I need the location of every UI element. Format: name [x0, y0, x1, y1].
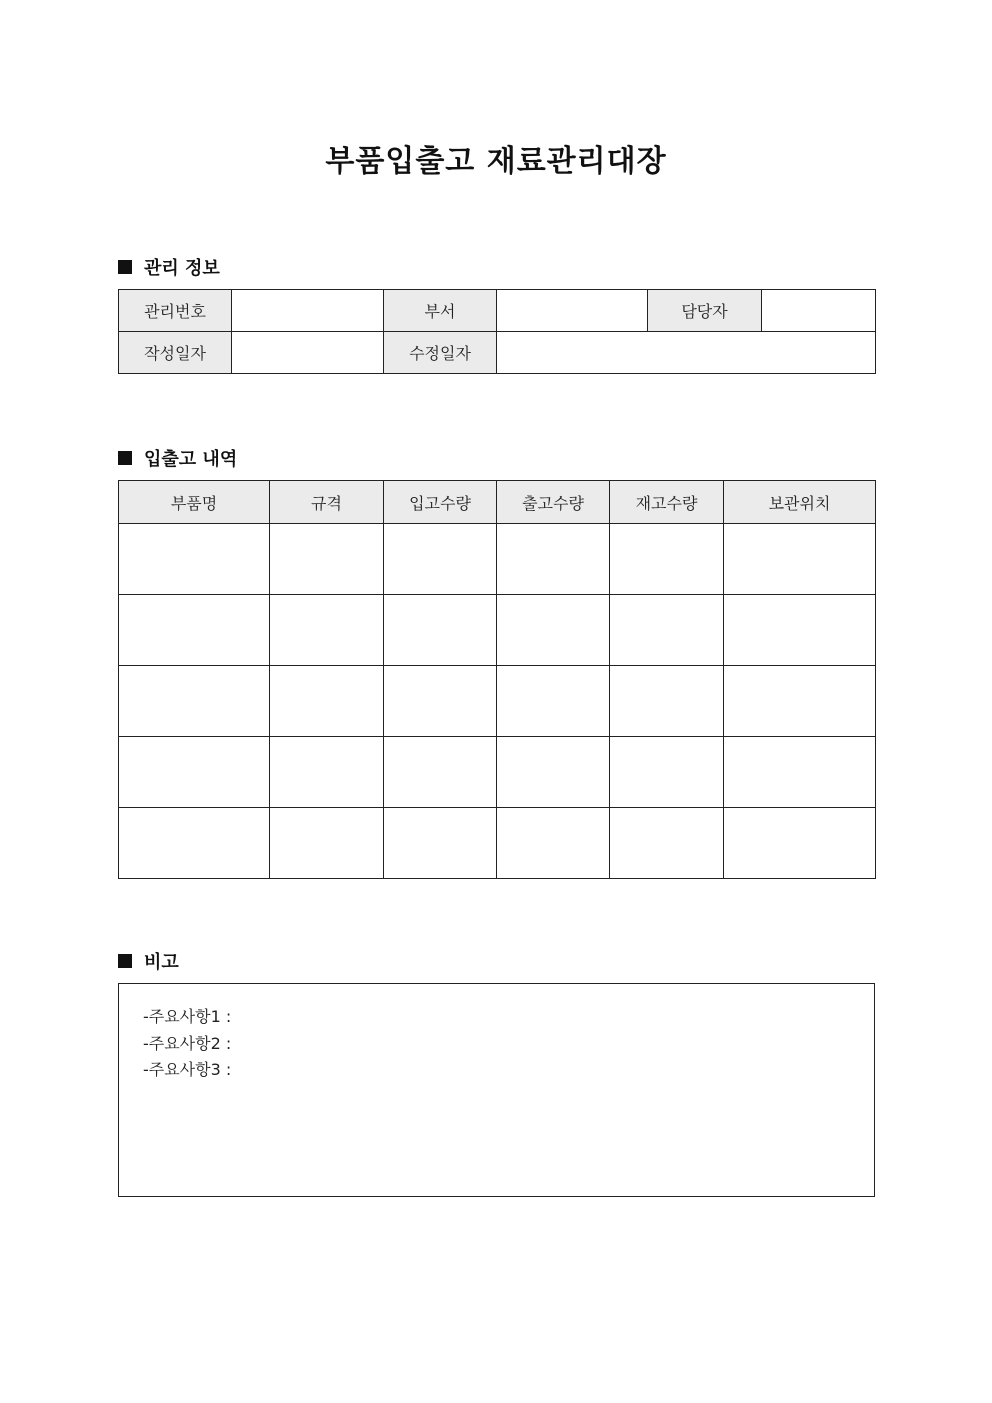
- part-name-cell[interactable]: [119, 666, 270, 737]
- column-header-out-qty: 출고수량: [497, 481, 610, 524]
- document-title: 부품입출고 재료관리대장: [325, 144, 667, 179]
- stock-qty-cell[interactable]: [610, 737, 724, 808]
- part-name-cell[interactable]: [119, 808, 270, 879]
- department-field[interactable]: [497, 290, 648, 332]
- management-no-field[interactable]: [232, 290, 384, 332]
- info-heading-text: 관리 정보: [144, 258, 220, 279]
- location-cell[interactable]: [724, 524, 876, 595]
- column-header-part-name: 부품명: [119, 481, 270, 524]
- created-date-label: 작성일자: [119, 332, 232, 374]
- department-label: 부서: [384, 290, 497, 332]
- out-qty-cell[interactable]: [497, 737, 610, 808]
- modified-date-label: 수정일자: [384, 332, 497, 374]
- square-bullet-icon: [118, 954, 132, 968]
- info-row-1: [119, 290, 876, 332]
- modified-date-field[interactable]: [497, 332, 876, 374]
- out-qty-cell[interactable]: [497, 524, 610, 595]
- manager-field[interactable]: [762, 290, 876, 332]
- part-name-cell[interactable]: [119, 737, 270, 808]
- column-header-spec: 규격: [270, 481, 384, 524]
- remarks-heading-text: 비고: [144, 952, 179, 973]
- column-header-stock-qty: 재고수량: [610, 481, 724, 524]
- created-date-field[interactable]: [232, 332, 384, 374]
- location-cell[interactable]: [724, 595, 876, 666]
- remarks-section-heading: [118, 948, 179, 974]
- stock-qty-cell[interactable]: [610, 808, 724, 879]
- in-qty-cell[interactable]: [384, 524, 497, 595]
- spec-cell[interactable]: [270, 808, 384, 879]
- management-no-label: 관리번호: [119, 290, 232, 332]
- out-qty-cell[interactable]: [497, 808, 610, 879]
- table-row: [119, 595, 876, 666]
- square-bullet-icon: [118, 451, 132, 465]
- remark-item: -주요사항2 :: [143, 1033, 232, 1053]
- out-qty-cell[interactable]: [497, 595, 610, 666]
- location-cell[interactable]: [724, 666, 876, 737]
- part-name-cell[interactable]: [119, 595, 270, 666]
- in-qty-cell[interactable]: [384, 666, 497, 737]
- location-cell[interactable]: [724, 808, 876, 879]
- spec-cell[interactable]: [270, 666, 384, 737]
- records-table: [118, 480, 876, 879]
- stock-qty-cell[interactable]: [610, 666, 724, 737]
- manager-label: 담당자: [648, 290, 762, 332]
- table-row: [119, 524, 876, 595]
- records-section-heading: [118, 445, 237, 471]
- info-row-2: [119, 332, 876, 374]
- records-header-row: [119, 481, 876, 524]
- spec-cell[interactable]: [270, 524, 384, 595]
- column-header-in-qty: 입고수량: [384, 481, 497, 524]
- info-table: [118, 289, 876, 374]
- spec-cell[interactable]: [270, 595, 384, 666]
- remark-item: -주요사항3 :: [143, 1060, 232, 1079]
- spec-cell[interactable]: [270, 737, 384, 808]
- table-row: [119, 737, 876, 808]
- stock-qty-cell[interactable]: [610, 595, 724, 666]
- in-qty-cell[interactable]: [384, 595, 497, 666]
- location-cell[interactable]: [724, 737, 876, 808]
- out-qty-cell[interactable]: [497, 666, 610, 737]
- remark-item: -주요사항1 :: [143, 1007, 232, 1026]
- table-row: [119, 808, 876, 879]
- remarks-box[interactable]: [118, 983, 875, 1197]
- stock-qty-cell[interactable]: [610, 524, 724, 595]
- info-section-heading: [118, 254, 220, 280]
- remarks-list: [119, 984, 874, 1084]
- table-row: [119, 666, 876, 737]
- in-qty-cell[interactable]: [384, 737, 497, 808]
- column-header-location: 보관위치: [724, 481, 876, 524]
- records-heading-text: 입출고 내역: [144, 449, 238, 470]
- square-bullet-icon: [118, 260, 132, 274]
- part-name-cell[interactable]: [119, 524, 270, 595]
- in-qty-cell[interactable]: [384, 808, 497, 879]
